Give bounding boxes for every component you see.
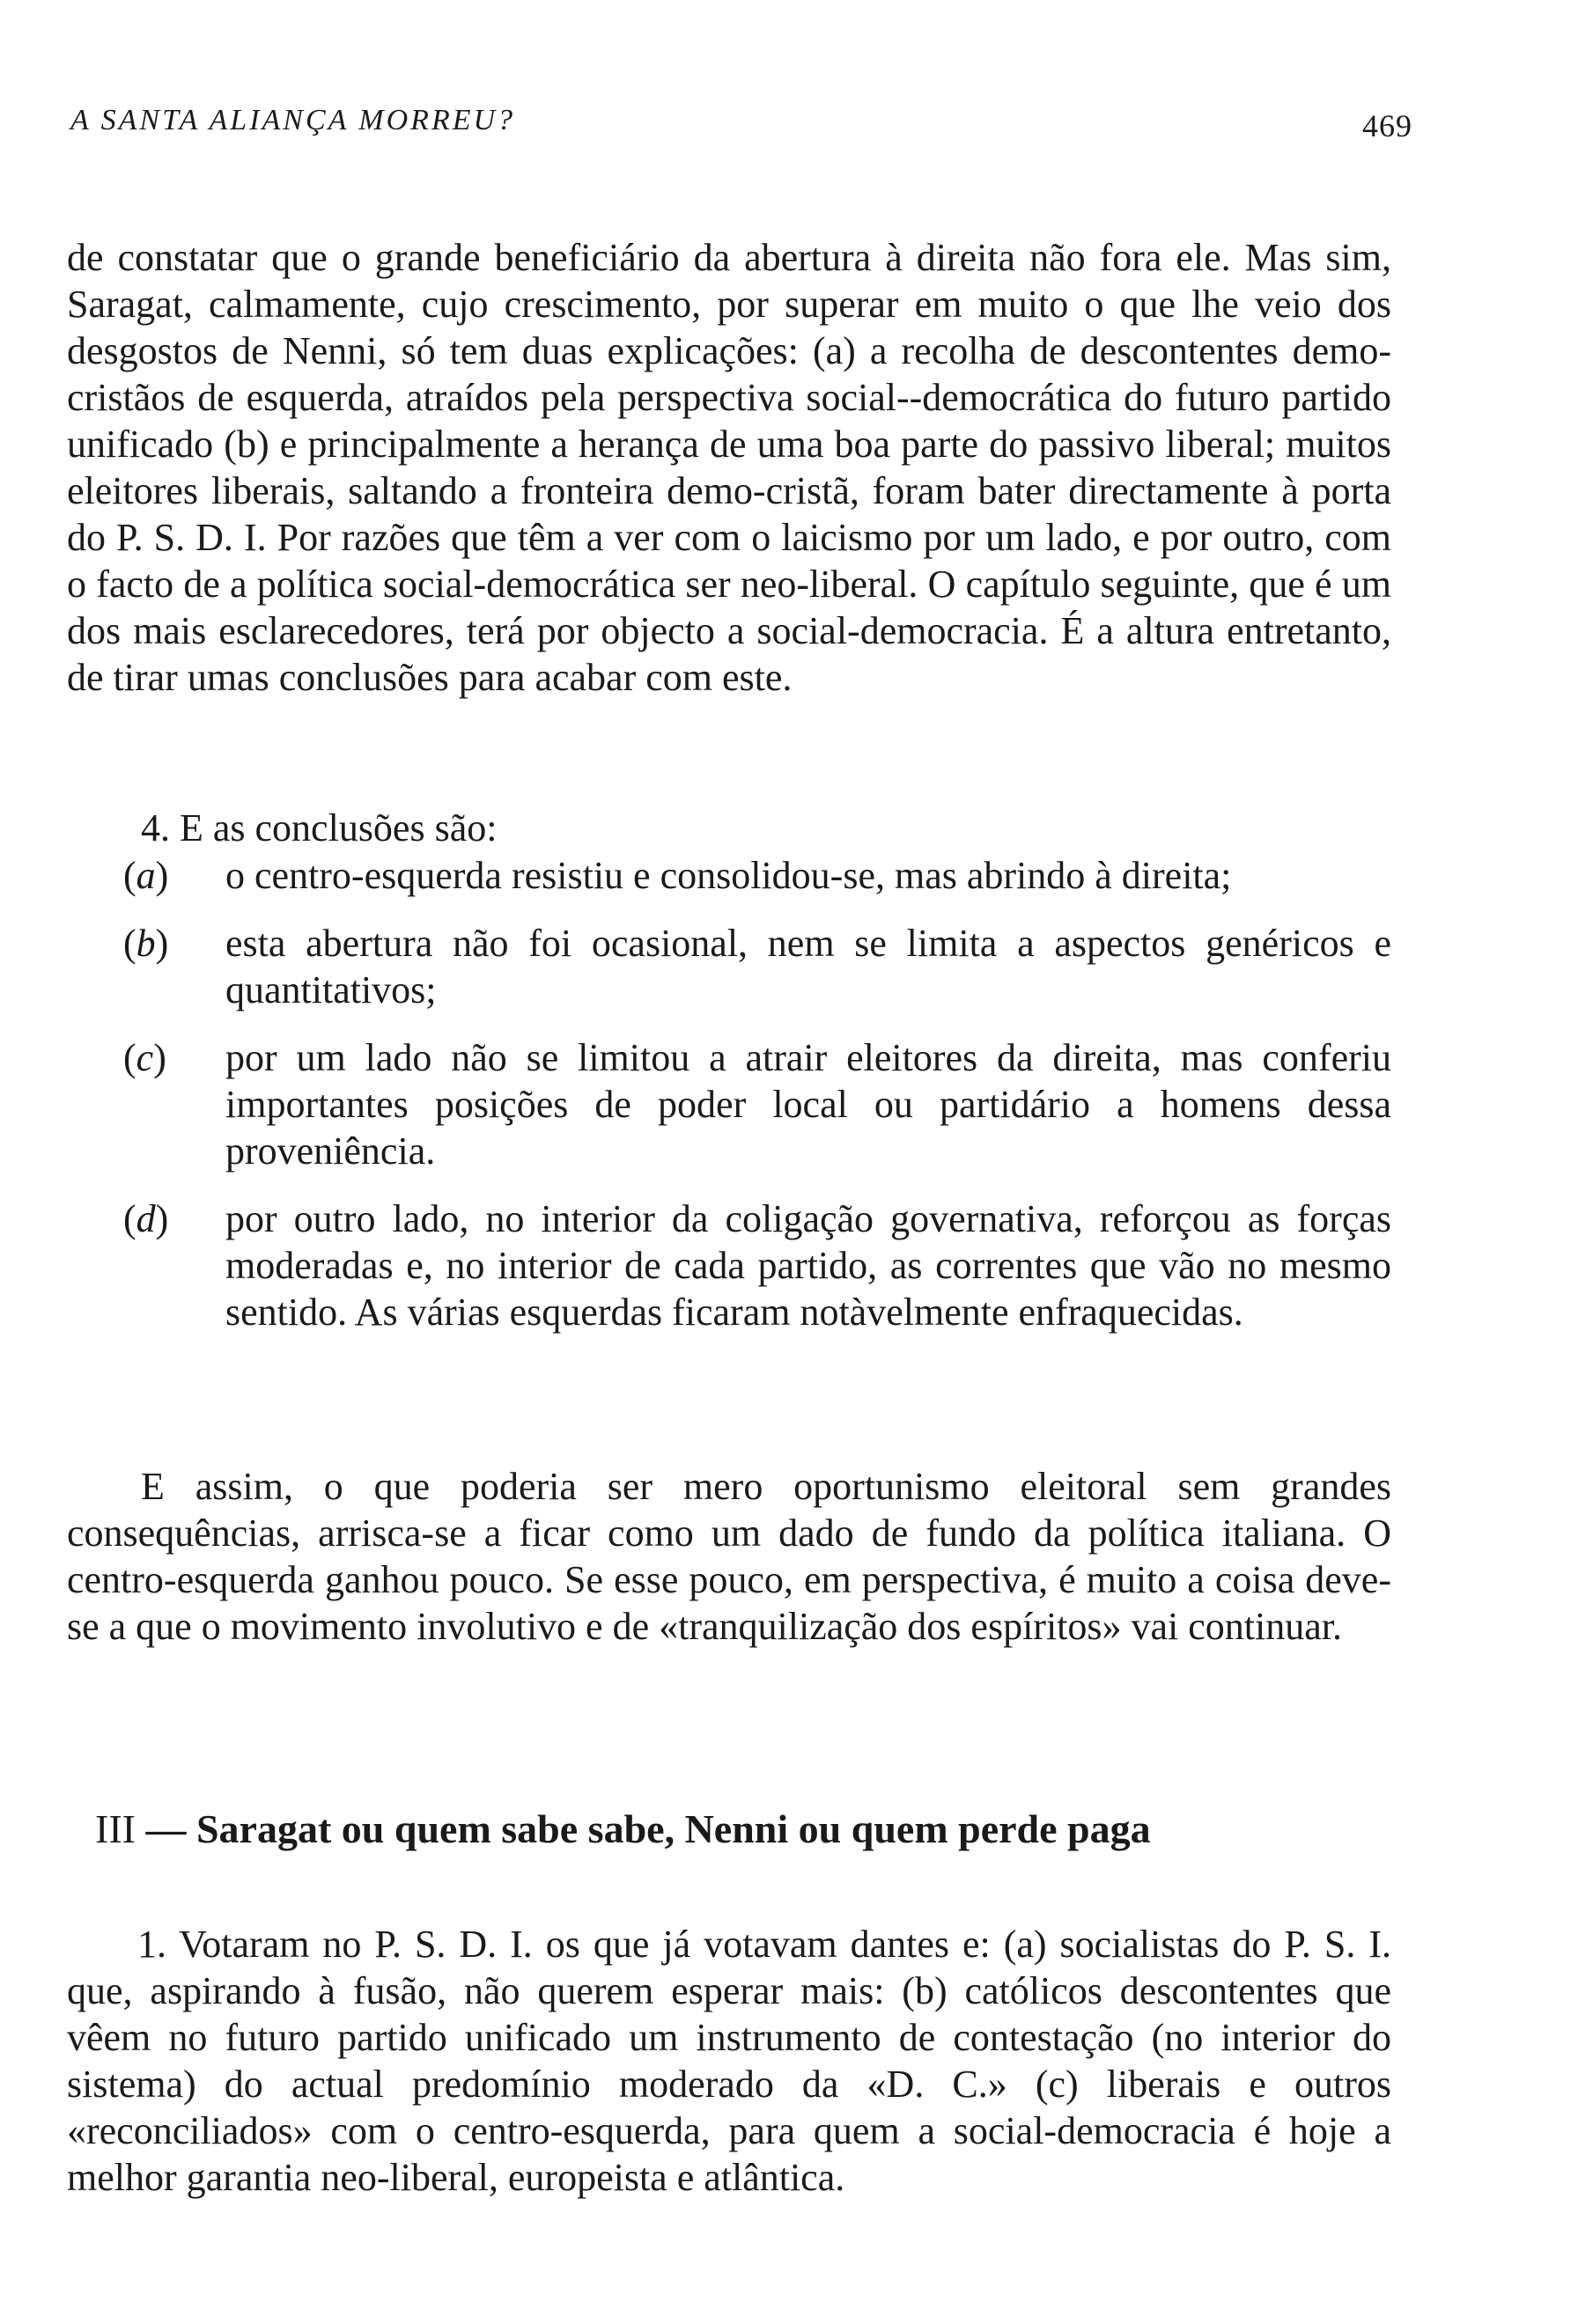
list-item-letter: a (136, 854, 156, 897)
list-item-label: (c) (123, 1036, 166, 1079)
list-item-text: por outro lado, no interior da coligação governativa, reforçou as forças moderadas e, no interior de cada partido, as correntes que vão no mesmo sentido. As várias esquerdas ficaram notàvelmente enfraquecidas. (225, 1197, 1391, 1334)
section-title: Saragat ou quem sabe sabe, Nenni ou quem perde paga (195, 1806, 1151, 1852)
list-item-letter: b (136, 922, 156, 965)
list-item-text: esta abertura não foi ocasional, nem se limita a aspectos genéricos e quantitativos; (225, 922, 1391, 1011)
section-dash: — (145, 1806, 196, 1852)
running-title: A SANTA ALIANÇA MORREU? (70, 104, 516, 136)
section-heading (95, 1805, 1398, 1854)
list-item-text: por um lado não se limitou a atrair eleitores da direita, mas conferiu importantes posições de poder local ou partidário a homens dessa proveniência. (225, 1036, 1391, 1173)
paragraph-4: 1. Votaram no P. S. D. I. os que já votavam dantes e: (a) socialistas do P. S. I. que, aspirando à fusão, não querem esperar mais: (b) católicos descontentes que vêem no futuro partido unificado um instrumento de contestação (no interior do sistema) do actual predomínio moderado da «D. C.» (c) liberais e outros «reconciliados» com o centro-esquerda, para quem a social-democracia é hoje a melhor garantia neo-liberal, europeista e atlântica. (67, 1923, 1391, 2199)
list-item-label: (a) (123, 854, 169, 897)
paragraph-2: 4. E as conclusões são: (141, 806, 498, 849)
list-item (123, 852, 1391, 899)
page-number: 469 (1362, 108, 1412, 143)
paragraph-3: E assim, o que poderia ser mero oportunismo eleitoral sem grandes consequências, arrisca-se a ficar como um dado de fundo da política italiana. O centro-esquerda ganhou pouco. Se esse pouco, em perspectiva, é muito a coisa deve-se a que o movimento involutivo e de «tranquilização dos espíritos» vai continuar. (67, 1465, 1391, 1648)
section-number: III (95, 1806, 136, 1852)
list-item-text: o centro-esquerda resistiu e consolidou-se, mas abrindo à direita; (225, 854, 1232, 897)
list-item (123, 1034, 1391, 1174)
list-item-label: (d) (123, 1197, 169, 1240)
list-item (123, 920, 1391, 1013)
list-item (123, 1195, 1391, 1335)
list-item-letter: d (136, 1197, 156, 1240)
list-item-letter: c (136, 1036, 154, 1079)
paragraph-1: de constatar que o grande beneficiário da abertura à direita não fora ele. Mas sim, Saragat, calmamente, cujo crescimento, por superar em muito o que lhe veio dos desgostos de Nenni, só tem duas explicações: (a) a recolha de descontentes demo-cristãos de esquerda, atraídos pela perspectiva social--democrática do futuro partido unificado (b) e principalmente a herança de uma boa parte do passivo liberal; muitos eleitores liberais, saltando a fronteira demo-cristã, foram bater directamente à porta do P. S. D. I. Por razões que têm a ver com o laicismo por um lado, e por outro, com o facto de a política social-democrática ser neo-liberal. O capítulo seguinte, que é um dos mais esclarecedores, terá por objecto a social-democracia. É a altura entretanto, de tirar umas conclusões para acabar com este. (67, 236, 1391, 699)
list-item-label: (b) (123, 922, 169, 965)
conclusions-list (123, 852, 1391, 1357)
